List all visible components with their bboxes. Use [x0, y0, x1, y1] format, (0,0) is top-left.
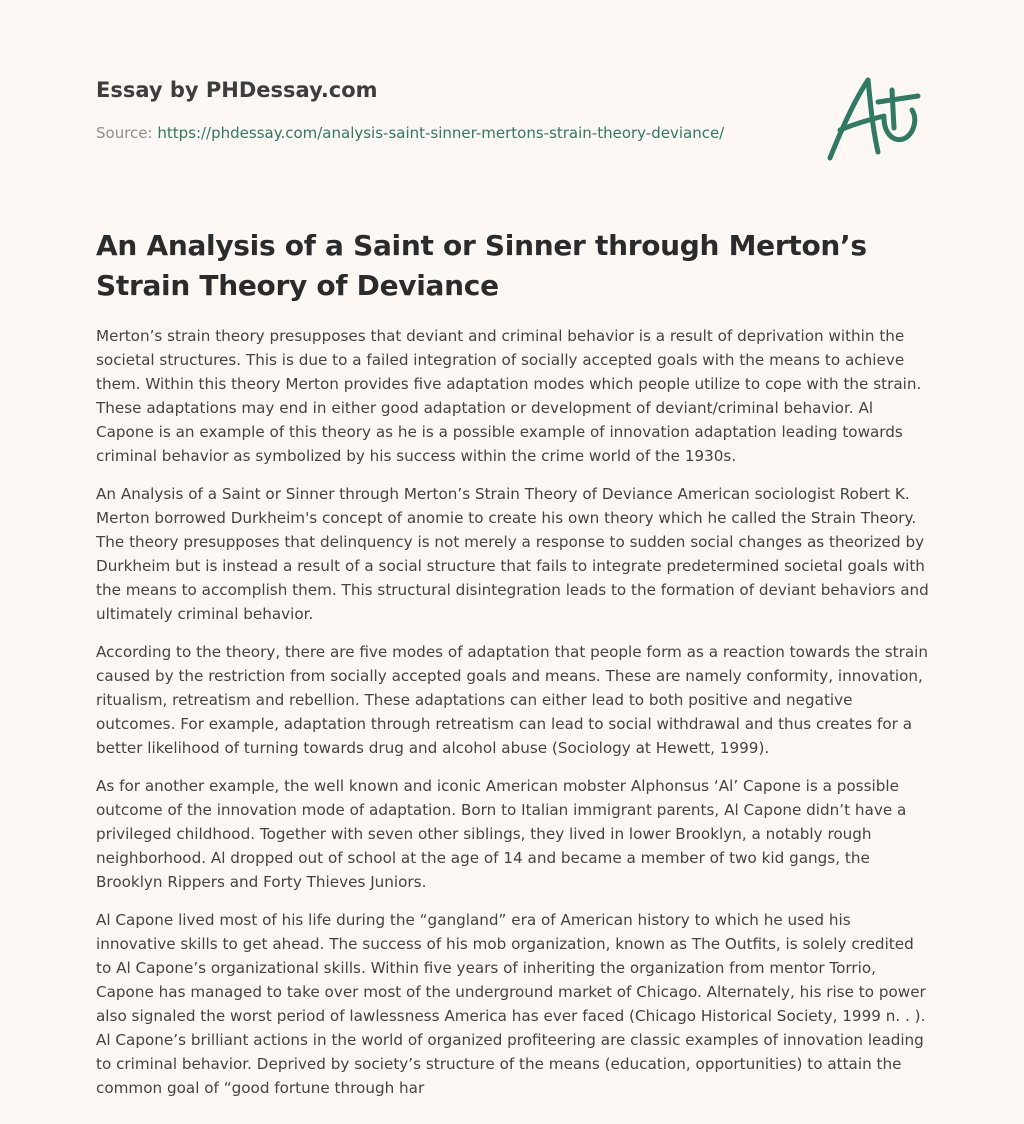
site-brand: Essay by PHDessay.com [96, 78, 378, 102]
paragraph: An Analysis of a Saint or Sinner through Merton’s Strain Theory of Deviance American sociologist Robert K. Merton borrowed Durkheim's concept of anomie to create his own theory which he called the Strain Theory. The theory presupposes that delinquency is not merely a response to sudden social changes as theorized by Durkheim but is instead a result of a social structure that fails to integrate predetermined societal goals with the means to accomplish them. This structural disintegration leads to the formation of deviant behaviors and ultimately criminal behavior. [96, 485, 929, 623]
article-body [96, 324, 932, 1112]
article-title: An Analysis of a Saint or Sinner through Merton’s Strain Theory of Deviance [96, 229, 867, 302]
paragraph: As for another example, the well known and iconic American mobster Alphonsus ‘Al’ Capone is a possible outcome of the innovation mode of adaptation. Born to Italian immigrant parents, Al Capone didn’t have a privileged childhood. Together with seven other siblings, they lived in lower Brooklyn, a notably rough neighborhood. Al dropped out of school at the age of 14 and became a member of two kid gangs, the Brooklyn Rippers and Forty Thieves Juniors. [96, 777, 907, 891]
source-link[interactable]: https://phdessay.com/analysis-saint-sinner-mertons-strain-theory-deviance/ [157, 124, 725, 142]
source-line [96, 124, 724, 142]
a-plus-logo-icon [822, 68, 928, 164]
paragraph: Al Capone lived most of his life during the “gangland” era of American history to which he used his innovative skills to get ahead. The success of his mob organization, known as The Outfits, is solely credited to Al Capone’s organizational skills. Within five years of inheriting the organization from mentor Torrio, Capone has managed to take over most of the underground market of Chicago. Alternately, his rise to power also signaled the worst period of lawlessness America has ever faced (Chicago Historical Society, 1999 n. . ). Al Capone’s brilliant actions in the world of organized profiteering are classic examples of innovation leading to criminal behavior. Deprived by society’s structure of the means (education, opportunities) to attain the common goal of “good fortune through har [96, 911, 926, 1097]
paragraph: According to the theory, there are five modes of adaptation that people form as a reaction towards the strain caused by the restriction from socially accepted goals and means. These are namely conformity, innovation, ritualism, retreatism and rebellion. These adaptations can either lead to both positive and negative outcomes. For example, adaptation through retreatism can lead to social withdrawal and thus creates for a better likelihood of turning towards drug and alcohol abuse (Sociology at Hewett, 1999). [96, 643, 929, 757]
header [96, 76, 936, 142]
source-label: Source: [96, 124, 158, 142]
paragraph: Merton’s strain theory presupposes that deviant and criminal behavior is a result of deprivation within the societal structures. This is due to a failed integration of socially accepted goals with the means to achieve them. Within this theory Merton provides five adaptation modes which people utilize to cope with the strain. These adaptations may end in either good adaptation or development of deviant/criminal behavior. Al Capone is an example of this theory as he is a possible example of innovation adaptation leading towards criminal behavior as symbolized by his success within the crime world of the 1930s. [96, 327, 922, 465]
